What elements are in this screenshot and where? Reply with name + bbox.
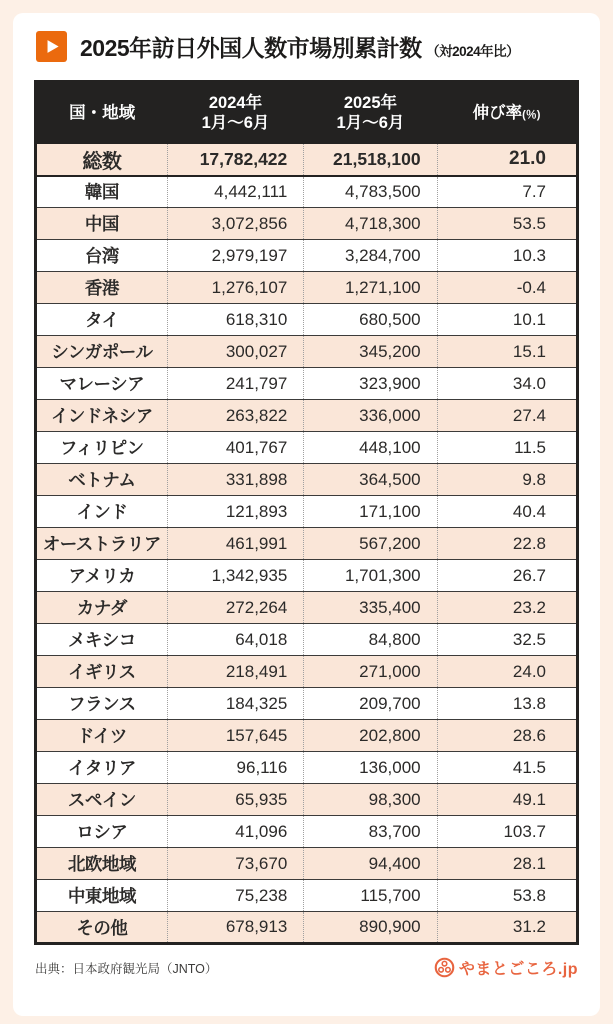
growth-rate: 41.5 (437, 752, 577, 784)
value-2024: 3,072,856 (167, 208, 304, 240)
row-label: スペイン (36, 784, 168, 816)
value-2025: 4,718,300 (304, 208, 437, 240)
value-2025: 94,400 (304, 848, 437, 880)
column-header-country-label: 国・地域 (69, 103, 136, 122)
row-label: インドネシア (36, 400, 168, 432)
table-row-total (36, 144, 578, 176)
value-2025: 4,783,500 (304, 176, 437, 208)
column-header-2024-line1: 2024年 (208, 93, 263, 112)
table-row (36, 304, 578, 336)
value-2025: 83,700 (304, 816, 437, 848)
row-label: メキシコ (36, 624, 168, 656)
table-row (36, 688, 578, 720)
table-row (36, 240, 578, 272)
value-2024: 401,767 (167, 432, 304, 464)
value-2024: 96,116 (167, 752, 304, 784)
row-label: ドイツ (36, 720, 168, 752)
value-2024: 4,442,111 (167, 176, 304, 208)
table-row (36, 496, 578, 528)
growth-rate: 32.5 (437, 624, 577, 656)
value-2025: 202,800 (304, 720, 437, 752)
value-2024: 618,310 (167, 304, 304, 336)
value-2024: 73,670 (167, 848, 304, 880)
table-row (36, 592, 578, 624)
table-row (36, 528, 578, 560)
table-row (36, 336, 578, 368)
value-2024: 263,822 (167, 400, 304, 432)
row-label: タイ (36, 304, 168, 336)
value-2025: 98,300 (304, 784, 437, 816)
row-label: ロシア (36, 816, 168, 848)
growth-rate: 27.4 (437, 400, 577, 432)
growth-rate: 28.1 (437, 848, 577, 880)
growth-rate: 28.6 (437, 720, 577, 752)
row-label: ベトナム (36, 464, 168, 496)
column-header-2024 (167, 82, 304, 144)
growth-rate: 21.0 (437, 144, 577, 176)
yamatogokoro-logo-icon (434, 957, 455, 978)
table-row (36, 464, 578, 496)
row-label: アメリカ (36, 560, 168, 592)
growth-rate: 11.5 (437, 432, 577, 464)
value-2025: 335,400 (304, 592, 437, 624)
row-label: 総数 (36, 144, 168, 176)
value-2025: 136,000 (304, 752, 437, 784)
table-row (36, 784, 578, 816)
row-label: フランス (36, 688, 168, 720)
growth-rate: 10.1 (437, 304, 577, 336)
value-2025: 567,200 (304, 528, 437, 560)
growth-rate: 40.4 (437, 496, 577, 528)
growth-rate: -0.4 (437, 272, 577, 304)
row-label: シンガポール (36, 336, 168, 368)
table-header (36, 82, 578, 144)
value-2025: 84,800 (304, 624, 437, 656)
value-2025: 1,701,300 (304, 560, 437, 592)
row-label: 香港 (36, 272, 168, 304)
growth-rate: 26.7 (437, 560, 577, 592)
value-2025: 336,000 (304, 400, 437, 432)
value-2025: 3,284,700 (304, 240, 437, 272)
row-label: 北欧地域 (36, 848, 168, 880)
page-header (36, 30, 579, 63)
source-credit: 出典：日本政府観光局（JNTO） (35, 961, 218, 976)
footer (34, 956, 579, 979)
value-2024: 75,238 (167, 880, 304, 912)
value-2024: 17,782,422 (167, 144, 304, 176)
growth-rate: 31.2 (437, 912, 577, 944)
growth-rate: 9.8 (437, 464, 577, 496)
table-row (36, 208, 578, 240)
row-label: 台湾 (36, 240, 168, 272)
value-2024: 2,979,197 (167, 240, 304, 272)
column-header-growth (437, 82, 577, 144)
table-row (36, 912, 578, 944)
table-row (36, 368, 578, 400)
column-header-2025-line1: 2025年 (343, 93, 398, 112)
value-2024: 300,027 (167, 336, 304, 368)
value-2025: 171,100 (304, 496, 437, 528)
growth-rate: 53.5 (437, 208, 577, 240)
value-2024: 331,898 (167, 464, 304, 496)
table-row (36, 816, 578, 848)
value-2025: 448,100 (304, 432, 437, 464)
table-row (36, 848, 578, 880)
table-header-row (36, 82, 578, 144)
content-card (13, 13, 600, 1016)
value-2024: 64,018 (167, 624, 304, 656)
row-label: マレーシア (36, 368, 168, 400)
row-label: 中東地域 (36, 880, 168, 912)
row-label: カナダ (36, 592, 168, 624)
table-row (36, 880, 578, 912)
page-title (80, 30, 519, 63)
column-header-country (36, 82, 168, 144)
brand-name: やまとごころ.jp (458, 961, 578, 978)
table-row (36, 720, 578, 752)
value-2024: 272,264 (167, 592, 304, 624)
growth-rate: 7.7 (437, 176, 577, 208)
play-icon (36, 31, 67, 62)
table-row (36, 624, 578, 656)
value-2025: 323,900 (304, 368, 437, 400)
table-row (36, 752, 578, 784)
row-label: 韓国 (36, 176, 168, 208)
value-2025: 115,700 (304, 880, 437, 912)
visitors-table (34, 80, 579, 945)
value-2024: 65,935 (167, 784, 304, 816)
growth-rate: 23.2 (437, 592, 577, 624)
growth-rate: 103.7 (437, 816, 577, 848)
growth-rate: 15.1 (437, 336, 577, 368)
value-2025: 680,500 (304, 304, 437, 336)
value-2024: 1,342,935 (167, 560, 304, 592)
value-2025: 209,700 (304, 688, 437, 720)
value-2024: 1,276,107 (167, 272, 304, 304)
value-2025: 364,500 (304, 464, 437, 496)
value-2025: 271,000 (304, 656, 437, 688)
brand (434, 956, 578, 979)
column-header-2025-line2: 1月〜6月 (336, 114, 405, 133)
value-2024: 184,325 (167, 688, 304, 720)
table-row (36, 560, 578, 592)
value-2024: 41,096 (167, 816, 304, 848)
value-2024: 218,491 (167, 656, 304, 688)
value-2024: 678,913 (167, 912, 304, 944)
growth-rate: 13.8 (437, 688, 577, 720)
row-label: オーストラリア (36, 528, 168, 560)
growth-rate: 10.3 (437, 240, 577, 272)
value-2024: 461,991 (167, 528, 304, 560)
title-text: 2025年訪日外国人数市場別累計数 (80, 35, 422, 61)
row-label: インド (36, 496, 168, 528)
subtitle-text: （対2024年比） (426, 44, 520, 59)
growth-rate: 24.0 (437, 656, 577, 688)
table-row (36, 432, 578, 464)
row-label: イタリア (36, 752, 168, 784)
table-row (36, 400, 578, 432)
column-header-growth-unit: (％) (522, 108, 541, 121)
table-body (36, 144, 578, 944)
value-2024: 241,797 (167, 368, 304, 400)
table-row (36, 656, 578, 688)
column-header-growth-label: 伸び率 (472, 103, 523, 122)
row-label: イギリス (36, 656, 168, 688)
column-header-2025 (304, 82, 437, 144)
value-2024: 157,645 (167, 720, 304, 752)
table-row (36, 176, 578, 208)
table-row (36, 272, 578, 304)
value-2025: 890,900 (304, 912, 437, 944)
value-2025: 21,518,100 (304, 144, 437, 176)
growth-rate: 34.0 (437, 368, 577, 400)
value-2024: 121,893 (167, 496, 304, 528)
value-2025: 345,200 (304, 336, 437, 368)
growth-rate: 53.8 (437, 880, 577, 912)
growth-rate: 49.1 (437, 784, 577, 816)
row-label: その他 (36, 912, 168, 944)
column-header-2024-line2: 1月〜6月 (201, 114, 270, 133)
row-label: フィリピン (36, 432, 168, 464)
growth-rate: 22.8 (437, 528, 577, 560)
value-2025: 1,271,100 (304, 272, 437, 304)
row-label: 中国 (36, 208, 168, 240)
